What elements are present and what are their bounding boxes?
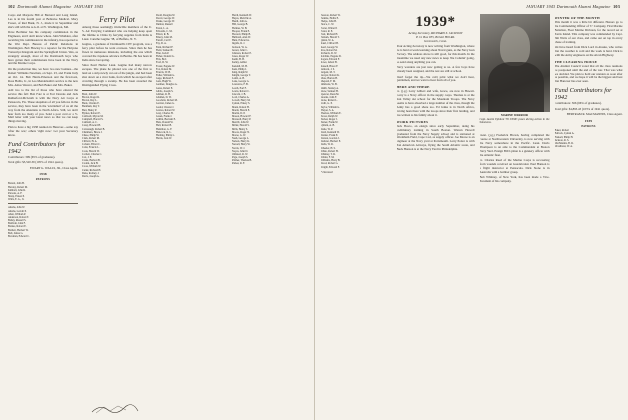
name-entry: Ingalls, R. J.: [232, 42, 246, 46]
name-entry: Hooper, Frank E.: [232, 29, 250, 33]
name-entry: Marsh, Harold E.: [232, 108, 251, 112]
name-entry: Ward, Kenneth W.: [320, 130, 340, 134]
name-entry: Clark, Robert M.: [82, 136, 100, 140]
name-entry: Richards, D. W.: [320, 51, 337, 55]
name-entry: Hawley, Robert M.: [8, 185, 28, 189]
fund-line: Total gifts: $5,520.39 (105% of 1941 quota).: [8, 160, 64, 165]
name-entry: Adams, John W.: [8, 206, 26, 210]
name-entry: Bratt, John W.: [82, 92, 97, 96]
name-entry: Rice, Robert M.: [320, 48, 338, 52]
name-entry: Maxwell, Harry P.: [232, 118, 252, 122]
name-entry: Anderson, Robert T.: [8, 215, 30, 219]
name-entry: Fox, Robert M.: [156, 67, 172, 71]
name-entry: Buck, Charles E.: [82, 102, 100, 106]
name-entry: Wells, W. R.: [320, 143, 334, 147]
name-entry: Cavanaugh, Robert B.: [82, 127, 106, 131]
name-entry: Lewis, Robert C.: [232, 89, 250, 93]
right-page-number: 103: [613, 4, 620, 9]
name-entry: Holmes, W. B.: [232, 26, 248, 30]
paragraph: Gugino, a graduate of Dartmouth's CPT program, was a ferry pilot before he went overseas. Since then he has flown in numerous missions, including the one which covered the Japanese advance in Burma. He has been in India since last spring.: [82, 42, 152, 62]
name-entry: Gould, Chester J.: [156, 105, 175, 109]
name-entry: Nelson, Harry K.: [232, 140, 250, 144]
name-entry: Farrell, Carl E.: [156, 39, 172, 43]
fund-line: Contributors: 399 (65% of graduates).: [8, 154, 56, 159]
name-entry: Warner, Frank E.: [320, 133, 339, 137]
name-entry: Jackson, W. A.: [232, 45, 248, 49]
paragraph: This month it was a little bit different. Honors go to the Commanding Officer of 'C' Company, First Marine Battalion, Fleet Marine Division, for the record set at Parris Island. This company was commanded by Capt. Jim Watts of our class, and came out on top in every phase of training.: [554, 20, 623, 44]
article-heading: Ferry Pilot: [99, 15, 135, 24]
name-entry: Parsons, A. F.: [8, 191, 23, 195]
name-entry: Putnam, Harold T.: [320, 36, 340, 40]
name-entry: Knight, George T.: [232, 73, 251, 77]
name-entry: Russell, Bruce F.: [320, 64, 339, 68]
name-entry: Thayer, S. A.: [320, 108, 335, 112]
name-entry: Bowman, Edward C.: [8, 234, 30, 238]
name-entry: Nash, George L.: [232, 137, 250, 141]
name-entry: Cook, Harold W.: [82, 149, 100, 153]
name-entry: Morse, G. W.: [232, 133, 246, 137]
name-entry: Kent, Philip J.: [232, 67, 247, 71]
decorative-sketch: [90, 402, 140, 414]
section-heading: THE CLEARING HOUSE: [554, 59, 598, 64]
name-entry: Fisher, Donald G.: [156, 55, 175, 59]
name-entry: Field, Samuel E.: [156, 48, 174, 52]
patrons-label: PATRONS: [581, 125, 596, 129]
name-entry: Mason, Howard F.: [232, 115, 252, 118]
name-entry: Haskell, Philip H.: [554, 135, 574, 139]
right-folio-title: JANUARY 1943 Dartmouth Alumni Magazine: [525, 4, 611, 9]
left-page-number: 102: [8, 4, 15, 9]
name-entry: Dodd, Douglas W.: [156, 14, 176, 17]
name-entry: Gibbs, Joseph S.: [156, 89, 174, 93]
right-col-1: [321, 14, 391, 412]
photo-figure-head: [500, 26, 530, 66]
paragraph: We have heard from Dick Lord in Alaska, who writes that the weather is cold and the work is hard. Dick is with the Army engineers on the Alcan Highway.: [554, 45, 623, 57]
name-entry: Barrett, John H.: [8, 182, 25, 186]
name-entry: Swift, G. P.: [320, 102, 333, 106]
name-entry: Hancock, R. L.: [156, 130, 172, 134]
name-entry: Gordon, James G.: [156, 102, 175, 106]
name-entry: Heath, John A.: [232, 20, 248, 24]
name-entry: Emery, John M.: [156, 36, 173, 40]
name-entry: Drake, George W.: [156, 20, 175, 24]
name-entry: Green, Frank J.: [156, 115, 172, 118]
right-page: [315, 0, 628, 420]
name-entry: Graves, Robert W.: [156, 108, 176, 112]
name-entry: White, Robert H.: [320, 149, 339, 153]
paragraph: Plan to have a big 1938 reunion in Hanover—some say 'after the war,' others 'right now.' Let your Secretary know.: [8, 124, 78, 137]
name-entry: Sanborn, J. S.: [320, 67, 335, 71]
paragraph: Jack Bosco, an ensign since early September, doing his preliminary training in South Boston. Warren Howell graduated from the Navy Supply school and is stationed at Wrentham Field, Cape Cod, as supply officer. Joe Morse is an engineer at the Navy yard at Portsmouth. Larry Potter is with Pan American Airways, flying the South Atlantic route, and Buck Hanson is at the Navy Yard in Philadelphia.: [396, 123, 475, 152]
name-entry: Lincoln, J. B.: [232, 92, 247, 96]
marine-photo: [480, 14, 550, 112]
left-folio-month: JANUARY 1943: [73, 4, 104, 9]
name-entry: Griffin, Bertram E.: [156, 118, 176, 122]
name-entry: Conn, Francis L.: [82, 146, 100, 150]
name-entry: Hale, Donald W.: [156, 121, 174, 125]
name-entry: Edwards, C. M.: [156, 29, 173, 33]
name-entry: Jackson, R. S.: [554, 138, 570, 142]
patrons-label: PATRONS: [35, 178, 51, 182]
name-entry: Corbett, Charles C.: [82, 152, 103, 156]
name-entry: Davis, Joseph A.: [82, 174, 100, 178]
name-entry: Bailey, Russell S.: [8, 219, 27, 223]
caption-text: Capt. Austin Ephlunt '39 USMC poses during action in the Solomons.: [479, 116, 550, 125]
class-year: 1938: [39, 172, 47, 177]
name-entry: Adams, Leavitt P.: [8, 209, 27, 213]
name-entry: Noyes, John D.: [232, 149, 248, 153]
name-entry: Quinn, W. A.: [320, 39, 335, 43]
name-entry: Phelps, John B.: [320, 20, 337, 24]
name-entry: Elliott, R. B.: [156, 32, 170, 36]
name-entry: Pratt, Richard H.: [320, 32, 339, 36]
byline: Acting Secretary, RICHARD S. JACKSON: [408, 31, 463, 35]
name-entry: Wheeler, H. S.: [320, 146, 336, 150]
name-entry: Cronin, Jack H.: [82, 162, 99, 166]
name-entry: Fenn, Richard F.: [156, 45, 174, 49]
name-entry: Caldwell, Myron M.: [82, 114, 104, 118]
name-entry: Harris, Jack W.: [156, 137, 172, 141]
name-entry: Gates, Robert E.: [156, 86, 174, 90]
name-entry: Moore, Roger N.: [232, 130, 250, 134]
name-entry: Gilman, R. H.: [156, 92, 171, 96]
name-entry: Harding, Philip L.: [156, 133, 175, 137]
left-col-1: [8, 14, 78, 412]
name-entry: Martin, D. P.: [232, 111, 246, 115]
paragraph: Add two to the list of those who have entered the service this fall: Bob Fatz is at Fort Devens and Jack Rutherford-McGrath is with the Navy Air Corps at Pensacola, Fla. These snapshots of all you fellows in the service, they have been in the 'scuttlebutt' of us all the way from the Aleutians to North Africa. Still, we don't hear from too many of you. Send a post card or a V-Mail letter with your latest news so that we can keep things moving.: [8, 88, 78, 124]
name-entry: Smith, Stanley A.: [320, 86, 339, 90]
section-heading: WORK PICTURES: [396, 119, 429, 124]
name-entry: Chase, Philip W.: [82, 133, 100, 137]
name-entry: Gale, Hugh W.: [156, 80, 172, 84]
name-entry: Stone, Robert L.: [320, 99, 338, 103]
name-entry: Byrnes, Robert E.: [82, 111, 101, 115]
name-entry: Crane, Herbert B.: [82, 159, 101, 163]
name-entry: Ford, D. W.: [156, 61, 169, 65]
name-entry: Stearns, John F.: [320, 96, 337, 100]
right-folio: [526, 4, 620, 9]
name-entry: Keith, H. B.: [232, 58, 245, 62]
name-entry: Perkins, Hollis E.: [320, 17, 339, 21]
paragraph: Lt. (j.g.) Larry Gilbert and wife, Grace, are now in Hawaii. Larry is a Navy officer in the supply corps. Thomas is at the Sun Valley ski school for the Mountain Troops. The Navy seems to have absorbed a large number of the class, though the Army has a good share too. Ed Jenks is in North Africa, having been there with the troops since their first landing, and has written to his family about it.: [396, 89, 475, 117]
name-entry: Williams, Harry B.: [320, 159, 341, 163]
name-entry: Shepard, F. M.: [320, 80, 336, 84]
fund-heading: Fund Contributors for 1942: [8, 140, 66, 155]
name-entry: Tower, Ralph W.: [320, 115, 338, 118]
name-entry: Gardner, Douglas A.: [156, 83, 178, 87]
name-entry: Merrill, John W.: [232, 121, 250, 125]
paragraph: Corps and Marjorie Hill of Barnard and Long Island. Les is in his fourth year at Bellevue Medical. Mary Fosser, of Red Bank, N. J., made it in September and she's still with the A.G.O. at Ft. Washington, Md.: [8, 14, 78, 29]
contributor-list: [232, 14, 306, 166]
right-col-3: [480, 134, 550, 412]
name-entry: Francis, W. B.: [156, 70, 171, 74]
name-entry: Cutler, Richard H.: [82, 168, 102, 172]
name-entry: Lamb, A. B.: [232, 77, 245, 81]
paragraph: Lt. Charles Reed of the Marine Corps is recovering from wounds received on Guadalcanal. Paul Hanson is a flight instructor at Pensacola. Dick Stone is in Australia with a bomber group.: [479, 158, 550, 174]
divider: [82, 90, 152, 91]
name-entry: Simmons, W. B.: [320, 83, 338, 87]
paragraph: Don't forget the tip—We can't print what we don't hear, gentlemen, and we want to hear from all of you.: [396, 74, 475, 83]
name-entry: Baker, Robert: [554, 129, 569, 133]
name-entry: Foster, Eugene W.: [156, 64, 175, 68]
name-entry: Baldwin, John F.: [8, 222, 26, 226]
paragraph: Your Acting-Secretary is now writing from Washington, where he is hard at work learning about Naval guns, as the Navy Gun Factory. The address above is still good, for this month. In the meantime we need any new news to keep 'the Column' going, so send along anything you can.: [396, 44, 475, 64]
name-entry: Miller, Harold S.: [232, 124, 250, 128]
name-entry: Fuller, William G.: [156, 73, 175, 77]
name-entry: Shaw, Burton H.: [320, 77, 338, 81]
name-entry: Eaton, L. A.: [156, 26, 169, 30]
name-entry: Fay, D. A.: [156, 42, 167, 46]
name-entry: Lawrence, F. B.: [232, 83, 249, 87]
contributor-list: [321, 14, 391, 169]
paragraph: The Alumni Council voted that all the class reunions be postponed until the end of the war. That was what we decided. We plan to hold our reunion as soon after as possible, and we hope it will be the biggest and best that Hanover has ever seen.: [554, 63, 623, 84]
name-entry: Page, Joseph S.: [232, 156, 249, 160]
name-entry: Bullock, Lyman A.: [554, 132, 575, 136]
name-entry: Campbell, Harold S.: [82, 118, 104, 122]
name-entry: Mann, Robert H.: [232, 105, 250, 109]
name-entry: Pearson, Robert W.: [320, 14, 341, 17]
name-entry: Porter, Walter P.: [320, 26, 338, 30]
paragraph: Since Pearl Harbor Lieut. Gugino had many narrow escapes. The plane he piloted was one of the first to land on a strip newly cut out of the jungle, and had been shot down on a river bank, from which he escaped after crawling through a swamp. He has been awarded the Distinguished Flying Cross.: [82, 63, 152, 87]
name-entry: Sargent, M. T.: [320, 70, 336, 74]
name-entry: Robbins, Eugene D.: [320, 55, 342, 59]
name-entry: Snow, Samuel H.: [320, 89, 339, 93]
name-entry: Warren, Gordon J.: [320, 137, 340, 141]
photo-figure-body: [488, 62, 544, 112]
contributor-list: [82, 93, 152, 178]
name-entry: Hall, Robert B.: [156, 124, 172, 128]
name-entry: Kimball, John R.: [8, 188, 26, 192]
name-entry: Howard, Philip B.: [232, 32, 251, 36]
name-entry: Fitts, Bob: [156, 58, 167, 62]
paragraph: Lieut. (j.g.) Frederick Brown, having completed the course at Northwestern University, is now serving with the Navy somewhere in the Pacific. Lieut. Davis Thompson is an aide to the Commandant at Boston Navy Yard. Ensign Bill Lyman is a gunnery officer with the Atlantic fleet.: [479, 134, 550, 157]
name-entry: Jewett, John C.: [232, 48, 248, 52]
name-entry: Canfield, A. C.: [82, 121, 98, 125]
byline: P. O. Box 935, Bristol Hill Rd.: [416, 35, 455, 39]
name-entry: Rand, Clifford B.: [320, 42, 339, 46]
name-entry: Kelley, Arthur: [232, 61, 247, 65]
photo-caption: [480, 114, 550, 125]
name-entry: Coburn, Elliott C.: [82, 143, 101, 147]
name-entry: Wade, W. P.: [320, 127, 333, 131]
name-entry: Dana, Rodney J.: [82, 171, 100, 175]
name-entry: Wright, Edward F.: [320, 165, 340, 169]
paragraph: Bob Whitney, of New York, has been made a Vice-President of his company.: [479, 175, 550, 184]
name-entry: Gage, Richard F.: [156, 77, 174, 81]
name-entry: Brown, Ray L.: [82, 99, 98, 103]
caption-title: MARINE WARRIOR: [500, 113, 528, 117]
name-entry: MacMannis, B. R.: [554, 141, 574, 145]
divider: [8, 203, 78, 204]
patrons-list: [555, 129, 623, 148]
deceased-note: * Deceased: [320, 170, 333, 174]
paragraph: Dave Bechtner has his company commission in the Engineers, and I don't know where. John Whiddon, after receiving his commission in the infantry, has reported to the War Dept. Bureau of Public Relations in Washington. Bob Hawley is a reporter for the Holyoke Transcript-Telegram and the Springfield Union. Wes, as strangely enough, most of the Dartmouth boys who have gotten their commissions have been in the Navy and the Marine Corps.: [8, 30, 78, 66]
name-entry: Glidden, D. W.: [156, 96, 172, 100]
name-entry: Palmer, Thomas B.: [232, 159, 252, 163]
name-entry: Leach, Earl F.: [232, 86, 247, 90]
left-col-3: [156, 14, 226, 412]
name-entry: Potter, R. E.: [320, 29, 334, 33]
left-folio: [8, 4, 103, 9]
paragraph: On the production line, we have two new bonnies—the Robert Williams Newman, on Sept. 23, and Frank Judy on Oct. 1st. Bob Harris-Emerson and the first-born, Ross Hollis, Jr., in Leo Mendelsohn's service to the new Mrs. Amos Weaver, and Bob Baker and Mrs. Baker.: [8, 66, 78, 87]
name-entry: McAllister, W. A.: [554, 144, 573, 148]
name-entry: Lowell, Harry M.: [232, 99, 251, 103]
byline: Greenwich, Conn.: [423, 39, 448, 43]
name-entry: Rowe, Albert B.: [320, 61, 338, 65]
left-folio-title: Dartmouth Alumni Magazine: [17, 4, 72, 9]
name-entry: Dunbar, Russell: [156, 23, 173, 27]
name-entry: Gray, Charles H.: [156, 111, 174, 115]
name-entry: Cross, William W.: [82, 165, 102, 169]
contributor-list: [156, 14, 226, 140]
right-col-2: [397, 14, 475, 412]
name-entry: Taylor, William G.: [320, 105, 340, 109]
left-col-2: [82, 14, 152, 412]
fund-agent: EWART G. WALLS, JR., Class Agent.: [30, 165, 78, 170]
name-entry: Upham, A. B.: [320, 124, 335, 128]
name-entry: Dowd, George W.: [156, 17, 175, 21]
name-entry: Reed, George W.: [320, 45, 339, 49]
name-entry: Bartlett, Herbert W.: [8, 228, 29, 232]
name-entry: Olmsted, R. W.: [232, 152, 248, 156]
name-entry: Walls, E. G., Jr.: [8, 198, 25, 202]
name-entry: Pierce, C. W.: [320, 23, 335, 27]
contributor-list: [8, 206, 78, 238]
name-entry: Rogers, Edward F.: [320, 58, 340, 62]
name-entry: Lord, Charles A.: [232, 96, 250, 100]
name-entry: Jones, Roger W.: [232, 55, 249, 59]
name-entry: Carey, Howard H.: [82, 124, 101, 128]
name-entry: Newell, Harry W.: [232, 143, 251, 147]
right-col-4: [555, 14, 623, 412]
fund-agent: BERTRAM R. MACMANNIS, Class Agent.: [566, 112, 623, 117]
name-entry: Lane, George G.: [232, 80, 250, 84]
paragraph: Among those seemingly invincible members of the U. S. Air Ferrying Command who are helping keep open the lifeline to China by ferrying supplies from India is Lieut. Caruthe Gugino '38, of Buffalo, N. Y.: [82, 25, 152, 41]
name-entry: Thomas, William E.: [320, 111, 342, 115]
name-entry: Spencer, Dean M.: [320, 92, 340, 96]
name-entry: Johnson, Robert E.: [232, 51, 252, 55]
name-entry: Brown, Roger R.: [82, 95, 100, 99]
name-entry: Wilder, F. M.: [320, 156, 335, 160]
name-entry: Turner, Frank W.: [320, 121, 339, 125]
name-entry: Lyman, Emery S.: [232, 102, 251, 106]
name-entry: Wood, Robert G.: [320, 162, 339, 166]
class-year: 1939: [584, 119, 593, 124]
section-heading: WINTER OF THE MONTH: [554, 16, 600, 20]
section-heading: HERE AND THERE: [396, 85, 430, 90]
name-entry: Burt, Henry P.: [82, 108, 97, 112]
name-entry: Finn, Jack P.: [156, 51, 170, 55]
name-entry: Norris, W. J.: [232, 146, 246, 150]
name-entry: Hunt, Edward A.: [232, 39, 250, 43]
name-entry: Hamilton, G. F.: [156, 127, 173, 131]
name-entry: Hayes, Melville A.: [232, 17, 252, 21]
patrons-list: [8, 182, 78, 201]
name-entry: Sawyer, Robert K.: [320, 73, 340, 77]
fund-line: Contributors: 366 (66% of graduates).: [554, 101, 602, 106]
name-entry: Chambers, Bruce J.: [82, 130, 103, 134]
fund-line: Total gifts: $4,893.43 (103% of 1941 quota).: [554, 106, 610, 111]
name-entry: King, Ralph W.: [232, 70, 249, 74]
name-entry: Hill, George B.: [232, 23, 248, 27]
name-entry: Cox, J. E.: [82, 155, 93, 159]
left-col-4: [232, 14, 306, 412]
name-entry: Goodwin, Robert M.: [156, 99, 178, 103]
paragraph: Navy wonders are just now getting to us. A few boys have already been assigned, and the rest are still at school.: [396, 65, 475, 74]
name-entry: Webster, Herbert E.: [320, 140, 341, 144]
name-entry: Whitney, T. R.: [320, 152, 336, 156]
name-entry: Parker, R. F.: [232, 162, 245, 166]
name-entry: Barnes, Robert E.: [8, 225, 27, 229]
name-entry: Clifford, H. A.: [82, 140, 98, 144]
name-entry: Kendall, M. H.: [232, 64, 248, 68]
name-entry: Mills, Henry S.: [232, 127, 248, 131]
name-entry: Burnham, Ray T.: [82, 105, 100, 109]
name-entry: Hatch, Kenneth W.: [232, 14, 252, 17]
name-entry: Hubbard, Alan W.: [232, 36, 251, 40]
class-heading: 1939*: [415, 14, 456, 30]
name-entry: Tucker, Roger J.: [320, 118, 338, 122]
fund-heading: Fund Contributors for 1942: [554, 87, 612, 102]
name-entry: Sharp, Ernest P.: [8, 195, 25, 199]
name-entry: Bell, James G.: [8, 231, 24, 235]
name-entry: Allen, William P.: [8, 212, 26, 216]
